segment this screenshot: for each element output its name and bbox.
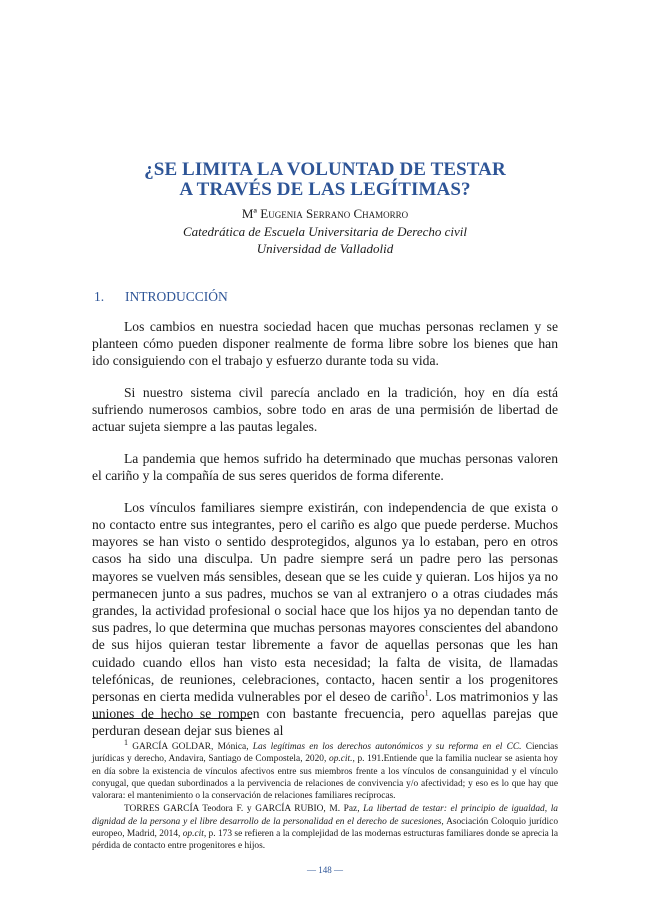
title-line-1: ¿SE LIMITA LA VOLUNTAD DE TESTAR (144, 159, 506, 180)
footnote-text-a: , p. 191.Entiende que la familia nuclear se asienta hoy en día sobre la existencia de vínculos afectivos entre sus miembros frente a los vínculos de consanguinidad y el vínculo conyugal, que quedan subordinados a la pervivencia de relaciones de convivencia y/o afectividad; y eso es lo que hay que valorara: el mantenimiento o la conservación de relaciones familiares recíprocas. (92, 754, 558, 802)
footnote-separator (92, 718, 252, 719)
paragraph-1: Los cambios en nuestra sociedad hacen que muchas personas reclamen y se planteen cómo pueden disponer realmente de forma libre sobre los bienes que han ido consiguiendo con el trabajo y esfuerzo durante toda su vida. (92, 319, 558, 369)
footnote-publisher-a: Ciencias jurídicas y derecho, Andavira, Santiago de Compostela, 2020, (92, 742, 558, 765)
body-text (92, 318, 558, 740)
author-institution: Universidad de Valladolid (256, 241, 394, 256)
article-title (0, 160, 650, 200)
author-position: Catedrática de Escuela Universitaria de Derecho civil (182, 224, 467, 239)
paragraph-3: La pandemia que hemos sufrido ha determinado que muchas personas valoren el cariño y la compañía de sus seres queridos de forma diferente. (92, 451, 558, 484)
author-fullname: Eugenia Serrano Chamorro (260, 206, 409, 221)
author-prefix: Mª (241, 206, 261, 221)
footnote-1 (92, 737, 558, 802)
page-number: — 148 — (307, 865, 343, 875)
paragraph-4-text-b: . Los matrimonios y las uniones de hecho se rompen con bastante frecuencia, pero aquellas parejas que perduran desean dejar sus bienes al (92, 689, 559, 739)
paragraph-4 (92, 499, 558, 740)
footnote-opcit-b: op.cit, (182, 829, 207, 840)
section-number: 1. (94, 289, 105, 304)
author-affiliation (0, 223, 650, 257)
title-line-2: A TRAVÉS DE LAS LEGÍTIMAS? (179, 179, 471, 200)
section-heading (94, 289, 228, 305)
footnote-mark: 1 (124, 737, 128, 747)
footnote-title-b: La libertad de testar: el principio de igualdad, la dignidad de la persona y el libre desarrollo de la personalidad en el derecho de sucesiones (92, 804, 558, 827)
footnote-opcit-a: op.cit. (329, 754, 353, 765)
footnote-text-b: p. 173 se refieren a la complejidad de las modernas estructuras familiares donde se aprecia la pérdida de contacto entre progenitores e hijos. (92, 829, 558, 852)
footnotes (92, 737, 559, 853)
author-name (0, 206, 650, 222)
footnote-author-a: GARCÍA GOLDAR, Mónica, (128, 742, 253, 752)
paragraph-4-text-a: Los vínculos familiares siempre existirán, con independencia de que exista o no contacto entre sus integrantes, pero el cariño es algo que puede perderse. Muchos mayores se han visto o sentido desprotegidos, algunos ya lo estaban, pero en otros casos ha sido una disculpa. Un padre siempre será un padre pero las personas mayores se vuelven más sensibles, desean que se les cuide y quieran. Los hijos ya no permanecen junto a sus padres, muchos se van al extranjero o a otras ciudades más grandes, la actividad profesional o social hace que los hijos ya no dependan tanto de sus padres, lo que determina que muchas personas mayores conscientes del abandono de sus hijos quieran testar libremente a favor de aquellas personas que les han cuidado cuando ellos han visto esta necesidad; la falta de visita, de llamadas telefónicas, de reuniones, celebraciones, contacto, hacen sentir a los progenitores personas en cierta medida vulnerables por el deseo de cariño (92, 499, 558, 705)
paragraph-2: Si nuestro sistema civil parecía anclado en la tradición, hoy en día está sufriendo numerosos cambios, sobre todo en aras de una permisión de libertad de actuar sujeta siempre a las pautas legales. (92, 385, 558, 435)
footnote-publisher-b: , Asociación Coloquio jurídico europeo, Madrid, 2014, (92, 816, 559, 840)
section-title: INTRODUCCIÓN (125, 289, 228, 304)
footnote-1-continued (92, 803, 558, 852)
footnote-author-b: TORRES GARCÍA Teodora F. y GARCÍA RUBIO, M. Paz, (124, 804, 364, 815)
footnote-reference[interactable]: 1 (424, 688, 429, 698)
footnote-title-a: Las legítimas en los derechos autonómicos y su reforma en el CC. (252, 742, 522, 752)
